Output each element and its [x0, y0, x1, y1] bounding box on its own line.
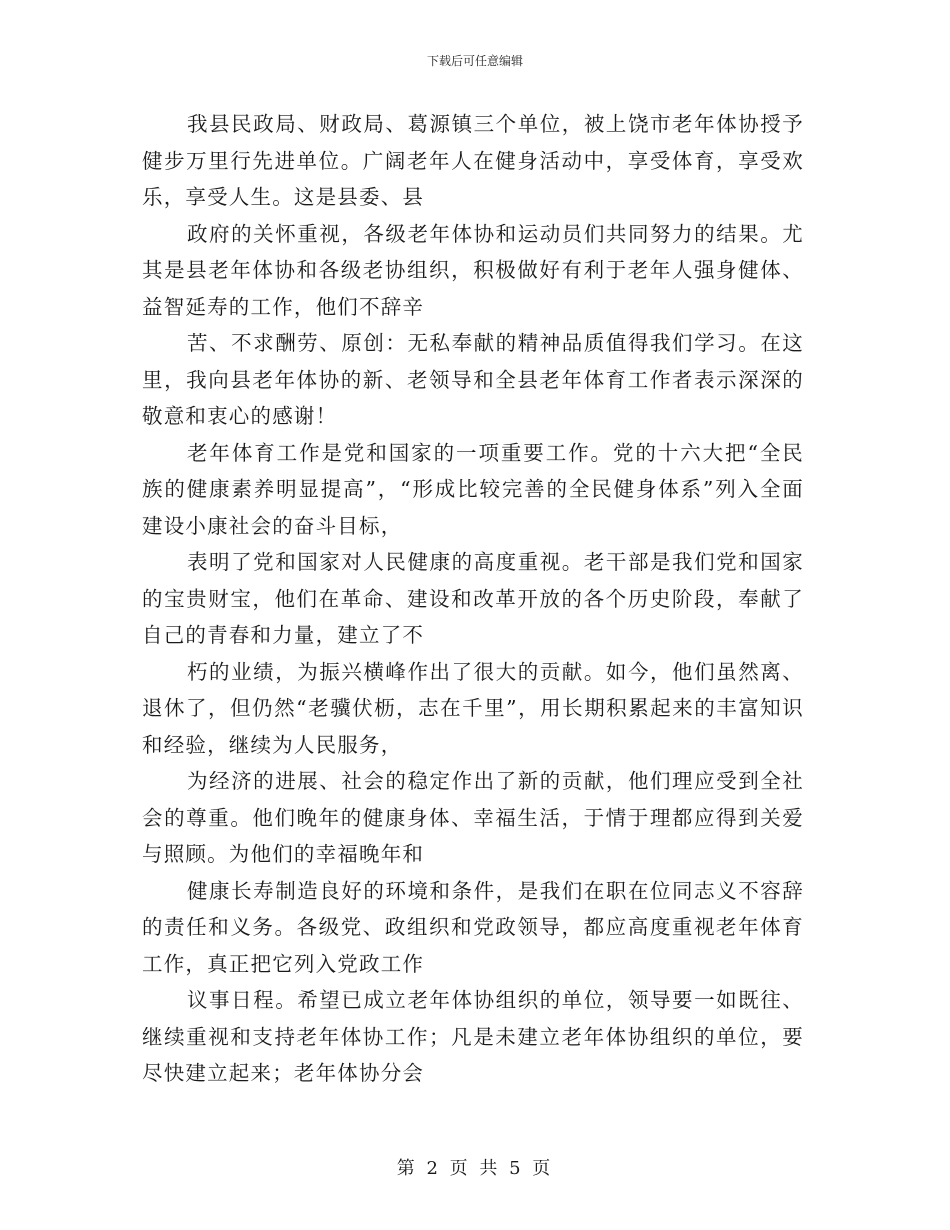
document-body — [142, 106, 804, 1092]
paragraph: 健康长寿制造良好的环境和条件，是我们在职在位同志义不容辞的责任和义务。各级党、政组织和党政领导，都应高度重视老年体育工作，真正把它列入党政工作 — [142, 878, 804, 976]
page-header-note: 下载后可任意编辑 — [426, 54, 523, 68]
paragraph: 议事日程。希望已成立老年体协组织的单位，领导要一如既往、继续重视和支持老年体协工作；凡是未建立老年体协组织的单位，要尽快建立起来；老年体协分会 — [142, 988, 804, 1085]
paragraph: 我县民政局、财政局、葛源镇三个单位，被上饶市老年体协授予健步万里行先进单位。广阔老年人在健身活动中，享受体育，享受欢乐，享受人生。这是县委、县 — [142, 112, 804, 209]
paragraph: 朽的业绩，为振兴横峰作出了很大的贡献。如今，他们虽然离、退休了，但仍然“老骥伏枥，志在千里”，用长期积累起来的丰富知识和经验，继续为人民服务， — [142, 659, 804, 757]
paragraph: 政府的关怀重视，各级老年体协和运动员们共同努力的结果。尤其是县老年体协和各级老协组织，积极做好有利于老年人强身健体、益智延寿的工作，他们不辞辛 — [142, 221, 804, 319]
page-number-footer: 第 2 页 共 5 页 — [396, 1158, 554, 1179]
paragraph: 为经济的进展、社会的稳定作出了新的贡献，他们理应受到全社会的尊重。他们晚年的健康身体、幸福生活，于情于理都应得到关爱与照顾。为他们的幸福晚年和 — [142, 769, 804, 866]
paragraph: 苦、不求酬劳、原创：无私奉献的精神品质值得我们学习。在这里，我向县老年体协的新、老领导和全县老年体育工作者表示深深的敬意和衷心的感谢！ — [142, 331, 804, 428]
paragraph: 表明了党和国家对人民健康的高度重视。老干部是我们党和国家的宝贵财宝，他们在革命、建设和改革开放的各个历史阶段，奉献了自己的青春和力量，建立了不 — [142, 550, 804, 647]
paragraph: 老年体育工作是党和国家的一项重要工作。党的十六大把“全民族的健康素养明显提高”，“形成比较完善的全民健身体系”列入全面建设小康社会的奋斗目标， — [142, 440, 804, 538]
